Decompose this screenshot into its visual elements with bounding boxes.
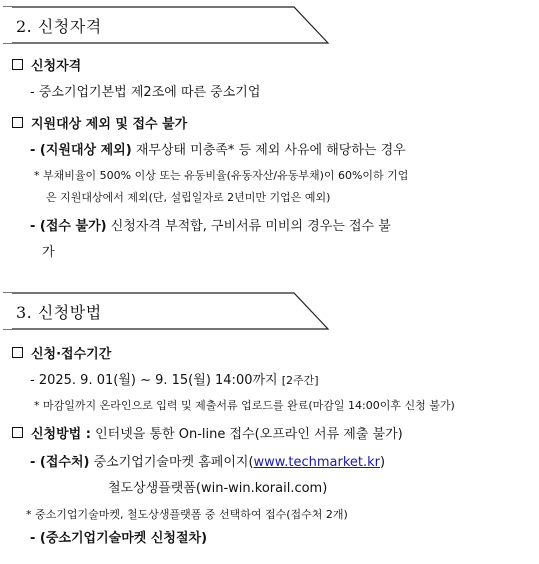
period-detail: - 2025. 9. 01(월) ~ 9. 15(월) 14:00까지 [2주간] <box>30 373 319 388</box>
exclusion-item: - (지원대상 제외) 재무상태 미충족* 등 제외 사유에 해당하는 경우 <box>30 143 406 158</box>
techmarket-link[interactable]: www.techmarket.kr <box>253 455 380 470</box>
exclusion-note-1: * 부채비율이 500% 이상 또는 유동비율(유동자산/유동부채)이 60%이하 기업 <box>34 169 409 182</box>
checkbox-square-icon <box>12 59 23 70</box>
section-2-header <box>2 6 330 44</box>
section-2-title: 2. 신청자격 <box>16 17 102 36</box>
section-3-header <box>2 292 330 330</box>
channel-item: - (접수처) 중소기업기술마켓 홈페이지(www.techmarket.kr) <box>30 455 386 470</box>
period-note: * 마감일까지 온라인으로 입력 및 제출서류 업로드를 완료(마감일 14:00이후 신청 불가) <box>34 399 455 412</box>
eligibility-heading: 신청자격 <box>12 58 81 76</box>
section-3-title: 3. 신청방법 <box>16 303 102 322</box>
exclusion-note-2: 은 지원대상에서 제외(단, 설립일자로 2년미만 기업은 예외) <box>46 191 331 204</box>
procedure-heading: - (중소기업기술마켓 신청절차) <box>30 531 208 546</box>
rejection-item-continued: 가 <box>42 245 55 260</box>
checkbox-square-icon <box>12 347 23 358</box>
channel-note: * 중소기업기술마켓, 철도상생플랫폼 중 선택하여 접수(접수처 2개) <box>26 508 348 521</box>
eligibility-detail: - 중소기업기본법 제2조에 따른 중소기업 <box>30 85 261 100</box>
period-badge: [2주간] <box>281 374 319 387</box>
channel-alt: 철도상생플랫폼(win-win.korail.com) <box>108 481 328 496</box>
method-heading: 신청방법 : 인터넷을 통한 On-line 접수(오프라인 서류 제출 불가) <box>12 426 403 444</box>
checkbox-square-icon <box>12 117 23 128</box>
rejection-item: - (접수 불가) 신청자격 부적합, 구비서류 미비의 경우는 접수 불 <box>30 219 391 234</box>
checkbox-square-icon <box>12 427 23 438</box>
period-heading: 신청·접수기간 <box>12 346 111 364</box>
exclusion-heading: 지원대상 제외 및 접수 불가 <box>12 116 187 134</box>
